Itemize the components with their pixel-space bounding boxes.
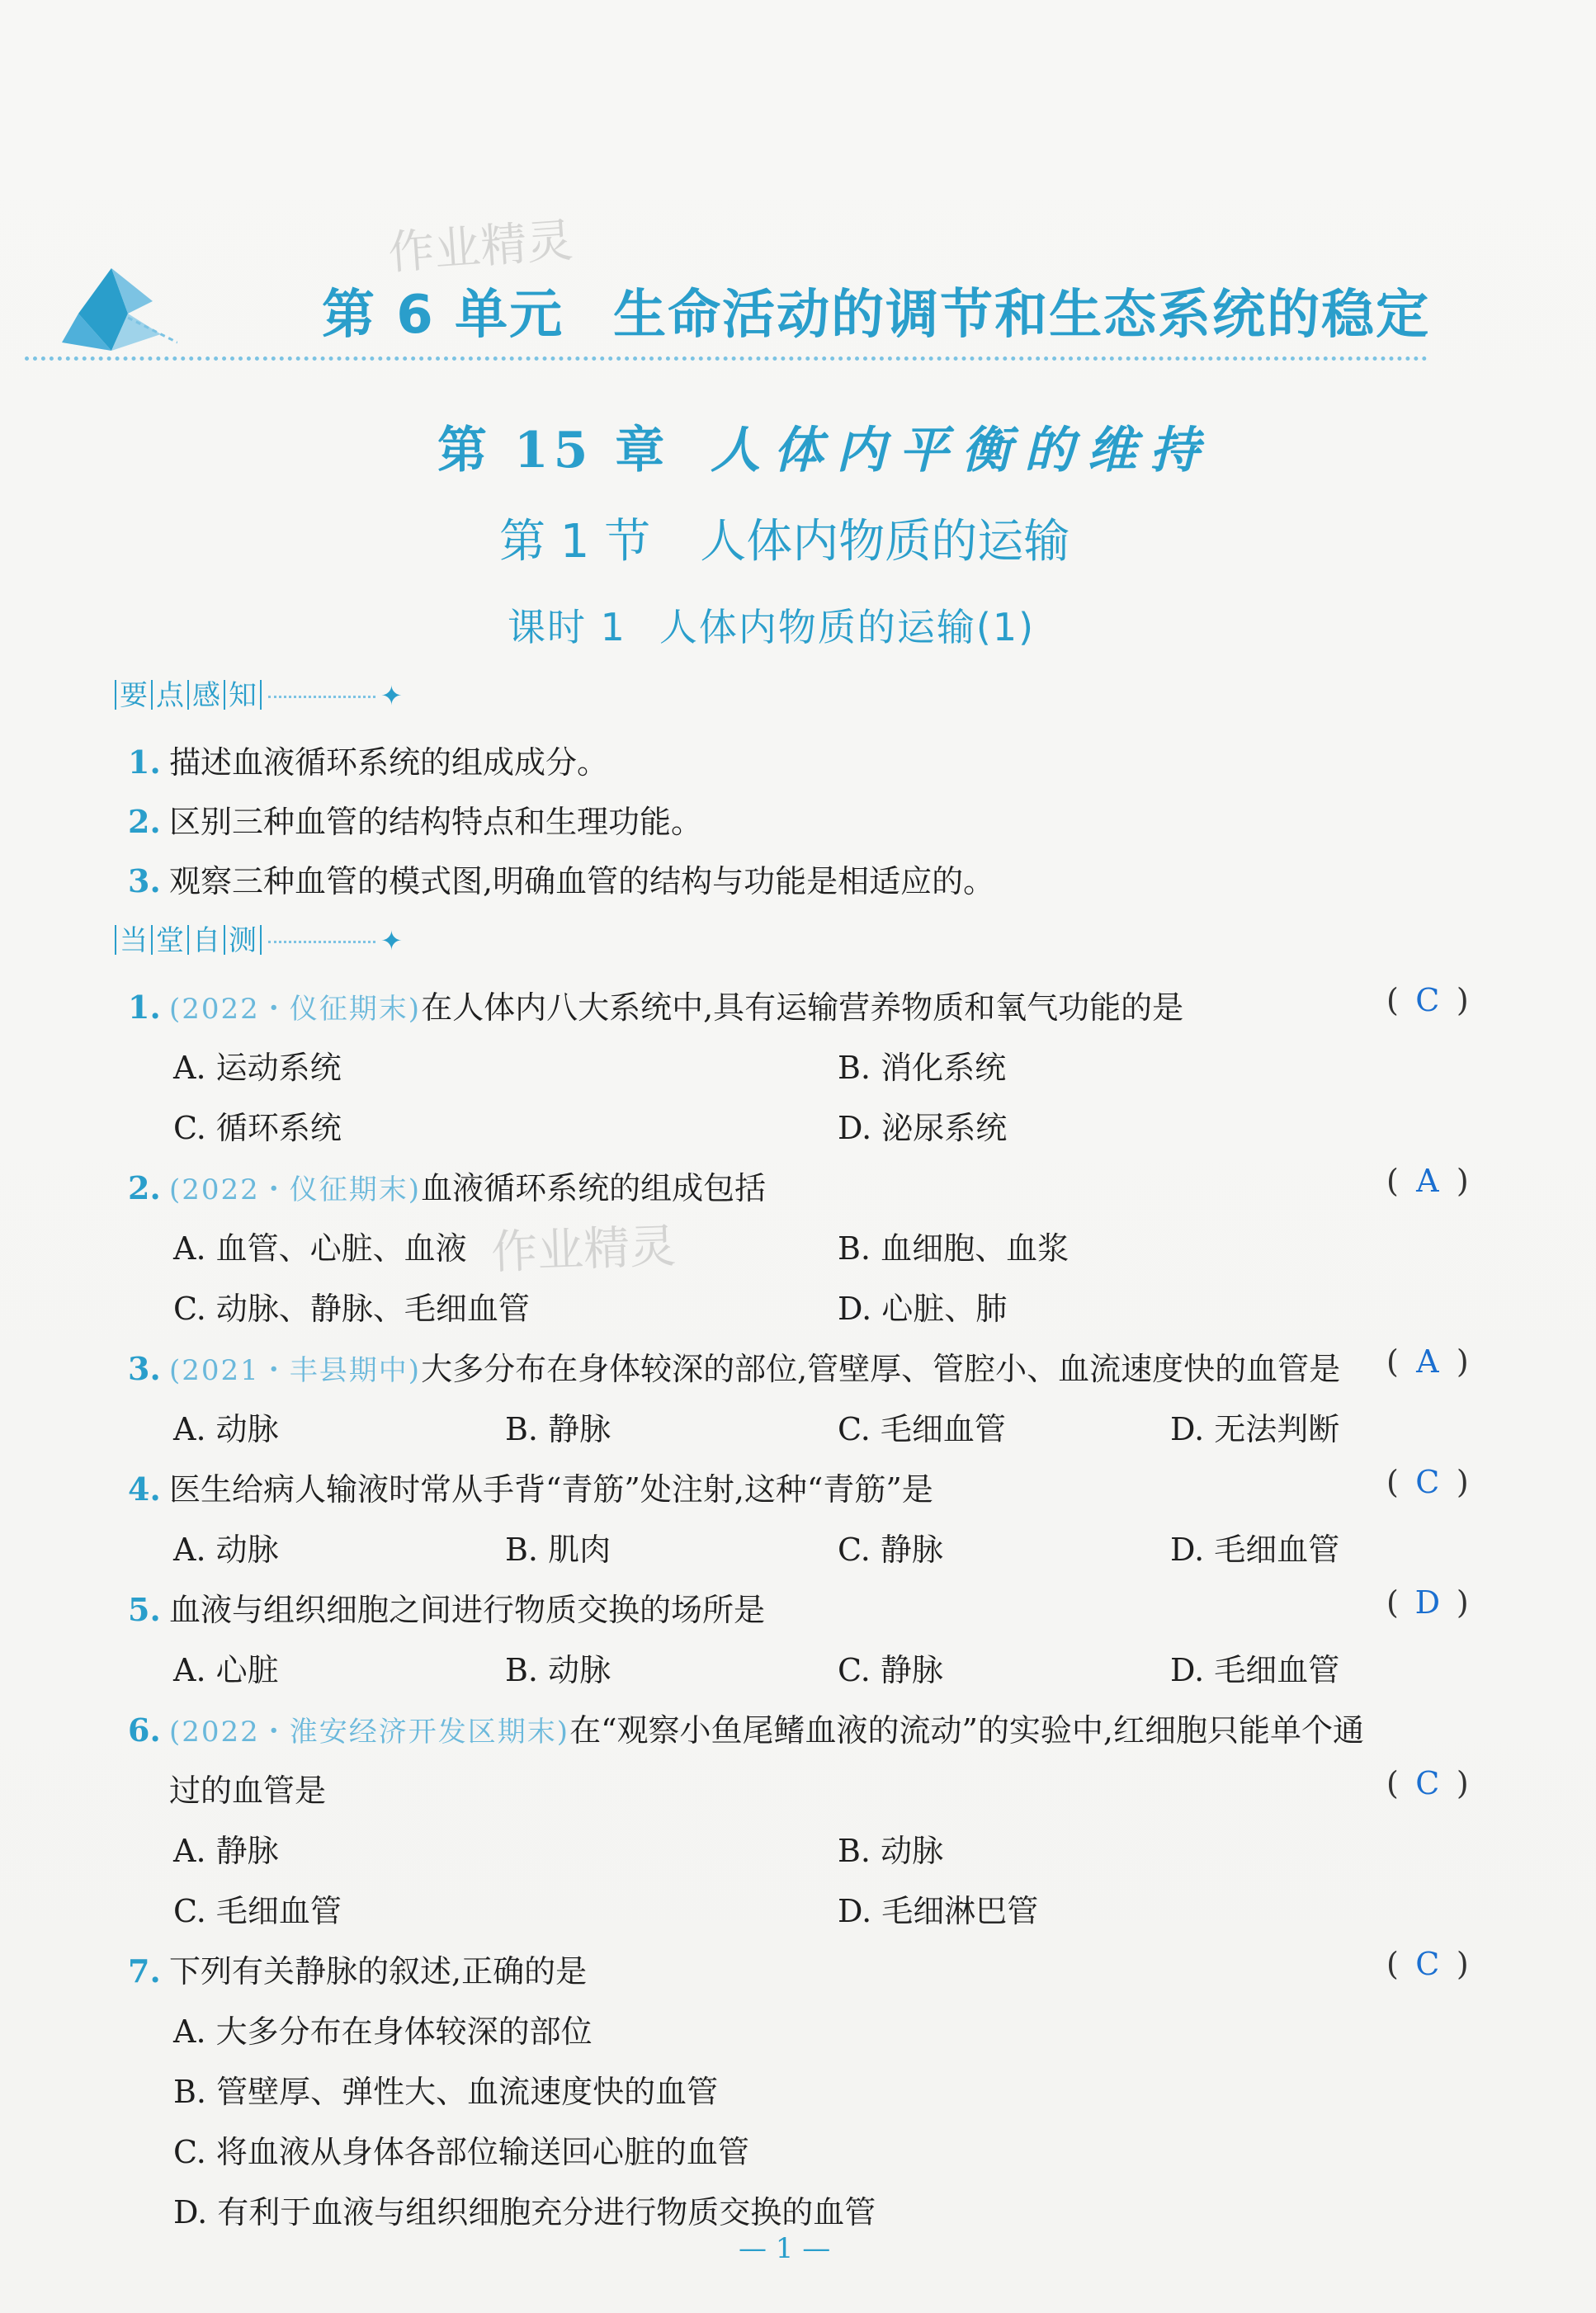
- answer-5: ( D ): [1386, 1584, 1469, 1621]
- question-6: 6. (2022・淮安经济开发区期末)在“观察小鱼尾鳍血液的流动”的实验中,红细胞只能单个通: [128, 1711, 1364, 1749]
- unit-number: 第 6 单元: [322, 285, 564, 346]
- option: B. 静脉: [505, 1411, 611, 1447]
- option: D. 毛细血管: [1170, 1532, 1340, 1568]
- section-name: 人体内物质的运输: [700, 515, 1070, 569]
- option: B. 动脉: [505, 1652, 611, 1688]
- option: D. 无法判断: [1170, 1411, 1340, 1447]
- option: A. 大多分布在身体较深的部位: [173, 2013, 593, 2050]
- sparkle-icon: ✦: [380, 925, 403, 956]
- question-7: 7. 下列有关静脉的叙述,正确的是: [128, 1952, 588, 1990]
- key-points-heading: 要 点 感 知 ✦: [111, 673, 403, 713]
- option: D. 毛细血管: [1170, 1652, 1340, 1688]
- key-point-item: 2. 区别三种血管的结构特点和生理功能。: [128, 803, 703, 840]
- option: B. 动脉: [838, 1833, 944, 1869]
- section-number: 第 1 节: [499, 515, 651, 569]
- answer-2: ( A ): [1386, 1163, 1469, 1199]
- option: C. 静脉: [838, 1532, 943, 1568]
- option: C. 静脉: [838, 1652, 943, 1688]
- question-6-continued: 过的血管是: [169, 1773, 327, 1809]
- option: B. 肌肉: [505, 1532, 611, 1568]
- page-number: — 1 —: [739, 2232, 831, 2265]
- answer-4: ( C ): [1386, 1464, 1469, 1500]
- option: C. 毛细血管: [838, 1411, 1006, 1447]
- chapter-title: [437, 411, 1212, 482]
- option: C. 将血液从身体各部位输送回心脏的血管: [173, 2134, 749, 2170]
- key-point-item: 3. 观察三种血管的模式图,明确血管的结构与功能是相适应的。: [128, 862, 995, 899]
- option: A. 血管、心脏、血液: [173, 1230, 467, 1267]
- option: C. 毛细血管: [173, 1893, 342, 1929]
- unit-name: 生命活动的调节和生态系统的稳定: [613, 285, 1431, 346]
- unit-title: [322, 272, 1430, 348]
- question-5: 5. 血液与组织细胞之间进行物质交换的场所是: [128, 1591, 766, 1628]
- option: D. 有利于血液与组织细胞充分进行物质交换的血管: [173, 2194, 876, 2230]
- chapter-number: 第 15 章: [437, 422, 670, 479]
- option: D. 泌尿系统: [838, 1110, 1008, 1146]
- watermark: 作业精灵: [386, 214, 575, 281]
- watermark: 作业精灵: [490, 1220, 678, 1280]
- option: A. 静脉: [173, 1833, 279, 1869]
- option: A. 心脏: [173, 1652, 279, 1688]
- answer-3: ( A ): [1386, 1343, 1469, 1380]
- option: B. 管壁厚、弹性大、血流速度快的血管: [173, 2074, 719, 2110]
- answer-1: ( C ): [1386, 982, 1469, 1018]
- option: C. 循环系统: [173, 1110, 342, 1146]
- option: C. 动脉、静脉、毛细血管: [173, 1291, 530, 1327]
- lesson-number: 课时 1: [508, 605, 626, 649]
- key-point-item: 1. 描述血液循环系统的组成成分。: [128, 743, 609, 781]
- option: A. 动脉: [173, 1411, 279, 1447]
- lesson-title: [508, 597, 1035, 652]
- section-title: [499, 505, 1070, 571]
- header-divider: [25, 356, 1428, 361]
- option: B. 消化系统: [838, 1050, 1007, 1086]
- option: A. 动脉: [173, 1532, 279, 1568]
- question-4: 4. 医生给病人输液时常从手背“青筋”处注射,这种“青筋”是: [128, 1470, 933, 1508]
- question-3: 3. (2021・丰县期中)大多分布在身体较深的部位,管壁厚、管腔小、血流速度快的血管是: [128, 1350, 1341, 1387]
- question-2: 2. (2022・仪征期末)血液循环系统的组成包括: [128, 1169, 767, 1206]
- lesson-name: 人体内物质的运输(1): [659, 605, 1036, 649]
- sparkle-icon: ✦: [380, 680, 403, 711]
- question-1: 1. (2022・仪征期末)在人体内八大系统中,具有运输营养物质和氧气功能的是: [128, 989, 1184, 1026]
- option: B. 血细胞、血浆: [838, 1230, 1070, 1267]
- option: A. 运动系统: [173, 1050, 342, 1086]
- answer-7: ( C ): [1386, 1946, 1469, 1982]
- chapter-name: 人体内平衡的维持: [711, 422, 1213, 479]
- option: D. 毛细淋巴管: [838, 1893, 1039, 1929]
- self-test-heading: 当 堂 自 测 ✦: [111, 918, 403, 958]
- answer-6: ( C ): [1386, 1765, 1469, 1801]
- option: D. 心脏、肺: [838, 1291, 1008, 1327]
